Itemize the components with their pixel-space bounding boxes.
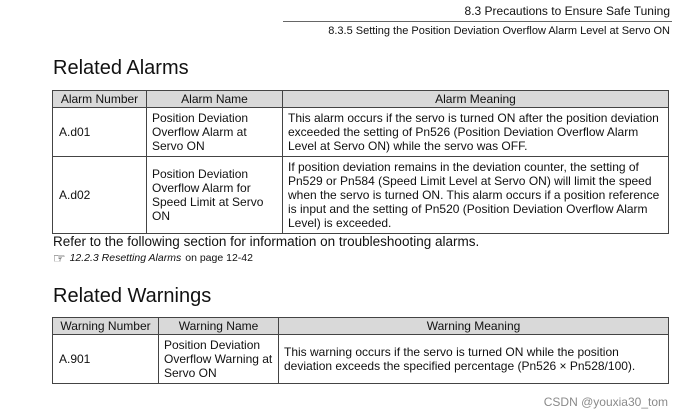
pointing-hand-icon: ☞: [53, 250, 66, 266]
warning-number: A.901: [53, 335, 159, 384]
alarm-number: A.d02: [53, 157, 147, 234]
table-row: [53, 157, 669, 234]
header-divider: [283, 21, 672, 22]
alarm-number: A.d01: [53, 108, 147, 157]
reference-text: 12.2.3 Resetting Alarms: [69, 252, 182, 264]
alarm-name: Position Deviation Overflow Alarm for Speed Limit at Servo ON: [147, 157, 283, 234]
page-header-subsection: 8.3.5 Setting the Position Deviation Overflow Alarm Level at Servo ON: [328, 25, 670, 37]
warnings-table: [52, 317, 669, 384]
table-header-row: [53, 91, 669, 108]
column-header: Warning Meaning: [279, 318, 669, 335]
column-header: Alarm Name: [147, 91, 283, 108]
alarm-meaning: If position deviation remains in the deviation counter, the setting of Pn529 or Pn584 (Speed Limit Level at Servo ON) will limit the speed when the servo is turned ON. This alarm occurs if a position reference is input and the setting of Pn520 (Position Deviation Overflow Alarm Level) is exceeded.: [283, 157, 669, 234]
alarm-meaning: This alarm occurs if the servo is turned ON after the position deviation exceeded the setting of Pn526 (Position Deviation Overflow Alarm Level at Servo ON) while the servo was OFF.: [283, 108, 669, 157]
column-header: Alarm Number: [53, 91, 147, 108]
column-header: Alarm Meaning: [283, 91, 669, 108]
column-header: Warning Name: [159, 318, 279, 335]
column-header: Warning Number: [53, 318, 159, 335]
related-alarms-title: Related Alarms: [53, 57, 189, 79]
table-header-row: [53, 318, 669, 335]
table-row: [53, 335, 669, 384]
alarms-table: [52, 90, 669, 234]
warning-meaning: This warning occurs if the servo is turned ON while the position deviation exceeds the specified percentage (Pn526 × Pn528/100).: [279, 335, 669, 384]
warning-name: Position Deviation Overflow Warning at Servo ON: [159, 335, 279, 384]
reference-link[interactable]: [53, 252, 253, 264]
troubleshooting-note: Refer to the following section for information on troubleshooting alarms.: [53, 234, 480, 249]
alarm-name: Position Deviation Overflow Alarm at Servo ON: [147, 108, 283, 157]
related-warnings-title: Related Warnings: [53, 285, 212, 307]
page-header-section: 8.3 Precautions to Ensure Safe Tuning: [464, 4, 670, 18]
watermark: CSDN @youxia30_tom: [543, 395, 668, 409]
reference-page: on page 12-42: [185, 252, 253, 264]
table-row: [53, 108, 669, 157]
